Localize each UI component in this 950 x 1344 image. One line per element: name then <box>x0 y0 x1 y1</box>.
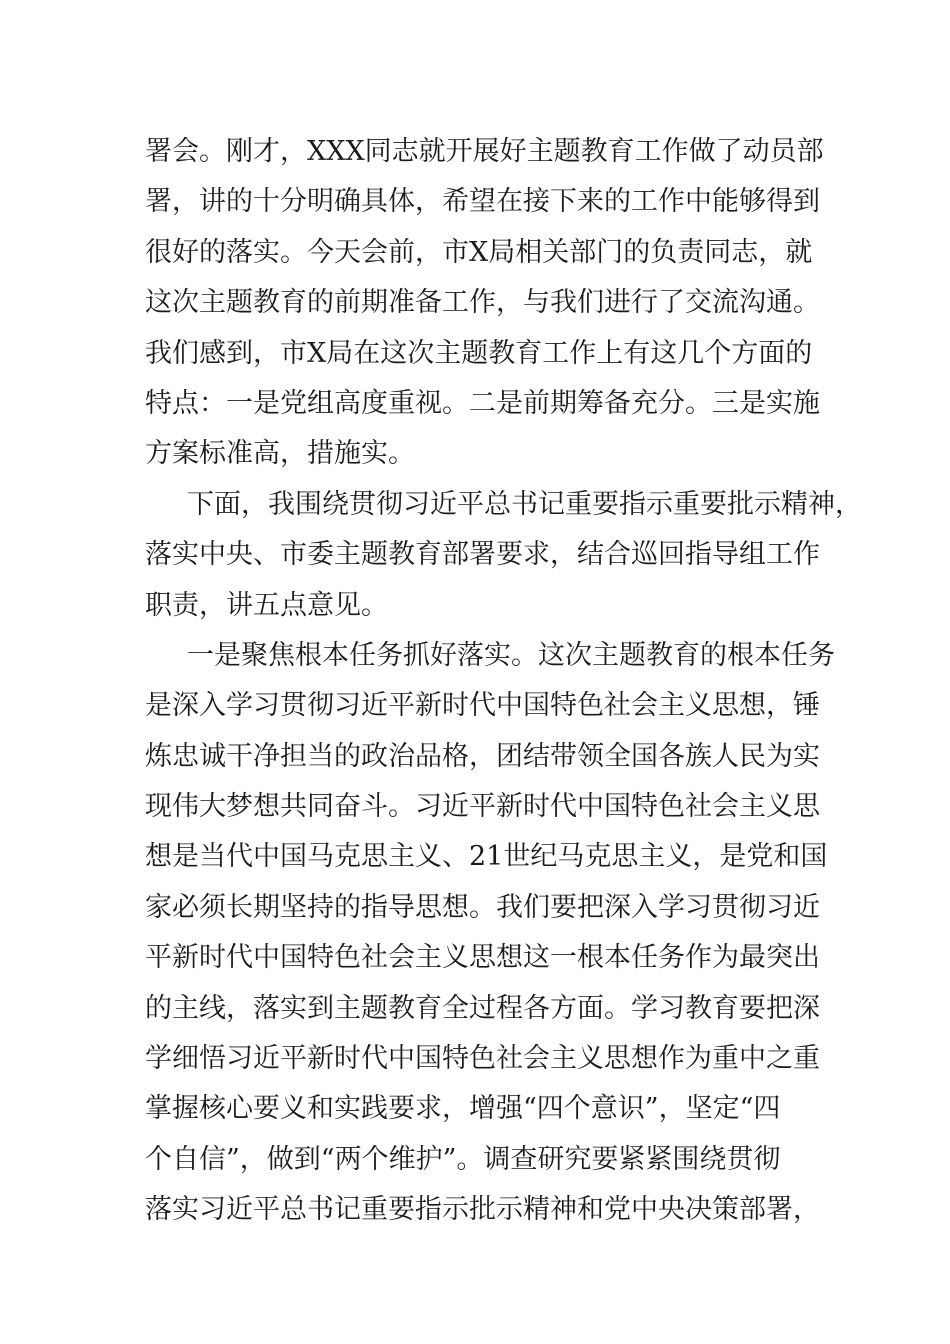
text-line-paragraph-start: 下面，我围绕贯彻习近平总书记重要指示重要批示精神， <box>187 488 862 520</box>
document-body <box>145 127 862 1236</box>
text-line: 特点：一是党组高度重视。二是前期筹备充分。三是实施 <box>145 387 820 419</box>
text-line: 的主线，落实到主题教育全过程各方面。学习教育要把深 <box>145 992 820 1024</box>
text-line: 职责，讲五点意见。 <box>145 589 388 621</box>
text-line-paragraph-start: 一是聚焦根本任务抓好落实。这次主题教育的根本任务 <box>187 639 835 671</box>
text-line: 很好的落实。今天会前，市X局相关部门的负责同志，就 <box>145 236 813 268</box>
text-line: 署会。刚才，XXX同志就开展好主题教育工作做了动员部 <box>145 136 824 167</box>
text-line: 个自信”，做到“两个维护”。调查研究要紧紧围绕贯彻 <box>145 1143 781 1175</box>
text-line: 想是当代中国马克思主义、21世纪马克思主义，是党和国 <box>145 841 828 873</box>
text-line: 落实习近平总书记重要指示批示精神和党中央决策部署， <box>145 1194 820 1226</box>
text-line: 学细悟习近平新时代中国特色社会主义思想作为重中之重 <box>145 1043 820 1075</box>
text-line: 方案标准高，措施实。 <box>145 438 415 470</box>
text-line: 现伟大梦想共同奋斗。习近平新时代中国特色社会主义思 <box>145 791 820 823</box>
text-line: 这次主题教育的前期准备工作，与我们进行了交流沟通。 <box>145 287 820 319</box>
text-line: 掌握核心要义和实践要求，增强“四个意识”，坚定“四 <box>145 1093 781 1125</box>
text-line: 署，讲的十分明确具体，希望在接下来的工作中能够得到 <box>145 186 820 218</box>
text-line: 平新时代中国特色社会主义思想这一根本任务作为最突出 <box>145 942 820 974</box>
text-line: 我们感到，市X局在这次主题教育工作上有这几个方面的 <box>145 337 813 369</box>
text-line: 炼忠诚干净担当的政治品格，团结带领全国各族人民为实 <box>145 740 820 772</box>
text-line: 是深入学习贯彻习近平新时代中国特色社会主义思想，锤 <box>145 690 820 722</box>
text-line: 落实中央、市委主题教育部署要求，结合巡回指导组工作 <box>145 539 820 571</box>
text-line: 家必须长期坚持的指导思想。我们要把深入学习贯彻习近 <box>145 891 820 923</box>
